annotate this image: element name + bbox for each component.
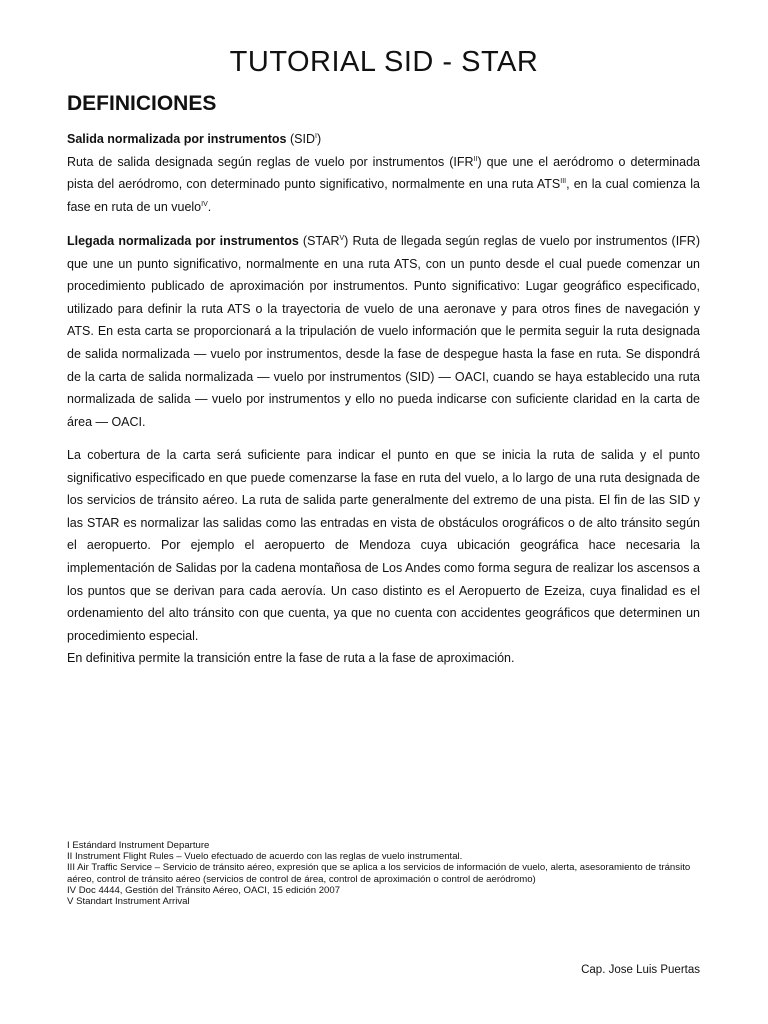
footnote-1: I Estándard Instrument Departure: [67, 840, 210, 851]
star-term: Llegada normalizada por instrumentos: [67, 234, 299, 248]
paragraph-coverage: La cobertura de la carta será suficiente para indicar el punto en que se inicia la ruta de salida y el punto significativo especificado en que puede comenzarse la fase en ruta del vuelo, a lo largo de una ruta designada de los servicios de tránsito aéreo. La ruta de salida parte generalmente del extremo de una pista. El fin de las SID y las STAR es normalizar las salidas como las entradas en vista de obstáculos orográficos o de alto tránsito según el aeropuerto. Por ejemplo el aeropuerto de Mendoza cuya ubicación geográfica hace necesaria la implementación de Salidas por la cadena montañosa de Los Andes como forma segura de realizar los ascensos a los puntos que se derivan para cada aerovía. Un caso distinto es el Aeropuerto de Ezeiza, cuya finalidad es el ordenamiento del alto tránsito con que cuenta, ya que no cuenta con accidentes geográficos que determinen un procedimiento especial.: [67, 448, 700, 643]
coverage-section: [67, 444, 700, 670]
sid-def-part-2: ) que une el aeródromo o determinada pista del aeródromo, con determinado punto significativo, normalmente en una ruta ATS: [67, 154, 700, 192]
footnote-mark-2: II: [473, 155, 478, 163]
star-definition: [67, 230, 700, 433]
footnote-4: IV Doc 4444, Gestión del Tránsito Aéreo, OACI, 15 edición 2007: [67, 884, 341, 896]
footnote-5: V Standart Instrument Arrival: [67, 896, 190, 908]
footnote-3: III Air Traffic Service – Servicio de tránsito aéreo, expresión que se aplica a los servicios de información de vuelo, alerta, asesoramiento de tránsito aéreo, control de tránsito aéreo (servicios de control de área, control de aproximación o control de aeródromo): [67, 862, 691, 885]
page-title: TUTORIAL SID - STAR: [229, 46, 539, 78]
sid-term-line: [67, 128, 700, 151]
footnote-2: II Instrument Flight Rules – Vuelo efectuado de acuerdo con las reglas de vuelo instrumental.: [67, 851, 463, 863]
sid-def-part-4: .: [207, 199, 212, 214]
footnote-mark-5: V: [339, 235, 345, 242]
sid-def-part-3: , en la cual comienza la fase en ruta de un vuelo: [67, 177, 700, 214]
sid-abbr-open: (SID: [286, 132, 315, 146]
sid-term: Salida normalizada por instrumentos: [67, 132, 287, 146]
star-definition-text: [67, 230, 700, 433]
footnote-mark-3: III: [560, 178, 567, 186]
footnote-mark-4: IV: [201, 200, 208, 208]
author-signature: Cap. Jose Luis Puertas: [581, 964, 700, 976]
sid-definition: [67, 128, 700, 218]
star-def-text: ) Ruta de llegada según reglas de vuelo por instrumentos (IFR) que une un punto significativo, normalmente en una ruta ATS, con un punto desde el cual puede comenzar un procedimiento publicado de aproximación por instrumentos. Punto significativo: Lugar geográfico especificado, utilizado para definir la ruta ATS o la trayectoria de vuelo de una aeronave y para otros fines de navegación y ATS. En esta carta se proporcionará a la tripulación de vuelo información que le permita seguir la ruta designada de salida normalizada — vuelo por instrumentos, desde la fase de despegue hasta la fase en ruta. Se dispondrá de la carta de salida normalizada — vuelo por instrumentos (SID) — OACI, cuando se haya establecido una ruta normalizada de salida — vuelo por instrumentos y ello no pueda indicarse con suficiente claridad en la carta de área — OACI.: [67, 234, 700, 429]
footnotes: [67, 840, 707, 907]
sid-definition-text: [67, 151, 700, 219]
sid-abbr-close: ): [316, 132, 322, 146]
sid-def-part-1: Ruta de salida designada según reglas de vuelo por instrumentos (IFR: [67, 154, 474, 169]
footnote-mark-1: I: [314, 133, 317, 140]
paragraph-conclusion: En definitiva permite la transición entre la fase de ruta a la fase de aproximación.: [67, 651, 515, 666]
section-heading: DEFINICIONES: [67, 92, 217, 115]
star-abbr-open: (STAR: [298, 234, 340, 248]
